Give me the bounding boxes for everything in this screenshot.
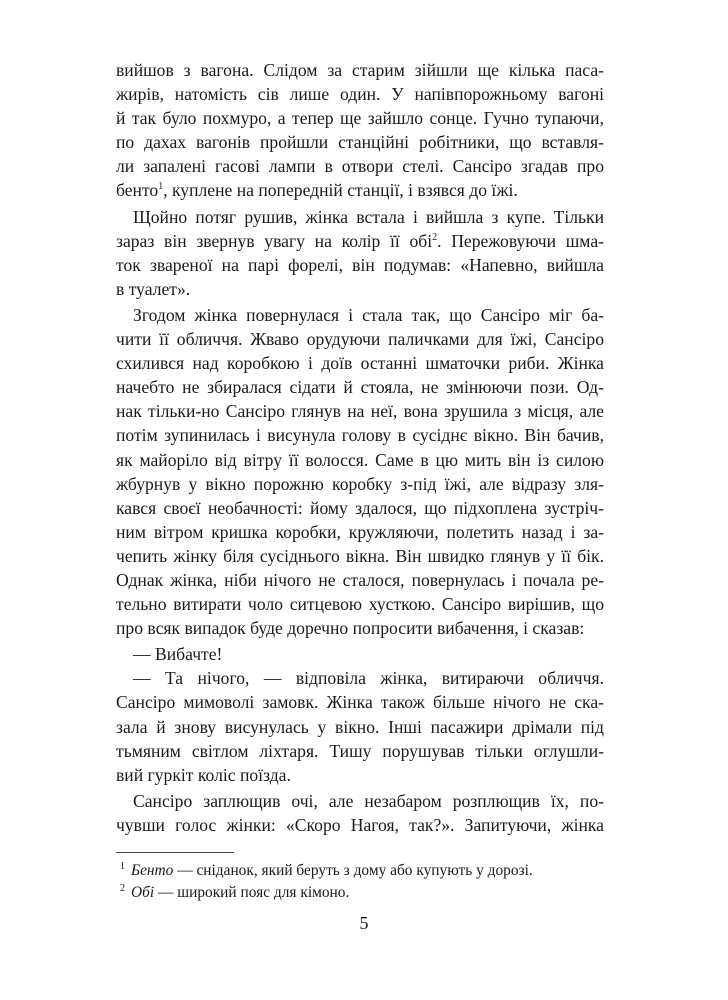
text-line: чувши голос жінки: «Скоро Нагоя, так?». Запитуючи, жінка [116, 814, 604, 835]
text-line: Щойно потяг рушив, жінка встала і вийшла з купе. Тільки [133, 206, 604, 227]
text-line: про всяк випадок буде доречно попросити вибачення, і сказав: [116, 618, 585, 639]
footnote-2 [120, 882, 600, 904]
paragraph-3 [116, 303, 604, 640]
text-line: чити її обличчя. Жваво орудуючи паличками для їжі, Сансіро [116, 329, 604, 350]
text-fragment: . Пережовуючи шма- [437, 230, 604, 251]
footnote-text: — широкий пояс для кімоно. [154, 884, 350, 901]
text-line: схилився над коробкою і доїв останні шматочки риби. Жінка [116, 353, 604, 374]
text-line: по дахах вагонів пройшли станційні робітники, що вставля- [116, 132, 604, 153]
text-line: тьмяним світлом ліхтаря. Тишу порушував тільки оглушли- [116, 740, 604, 761]
text-line: кався своєї необачності: йому здалося, що підхоплена зустріч- [116, 497, 604, 518]
text-line: й так було похмуро, а тепер ще зайшло сонце. Гучно тупаючи, [116, 108, 604, 129]
text-line: Однак жінка, ніби нічого не сталося, повернулась і почала ре- [116, 569, 604, 590]
text-line: чепить жінку біля сусіднього вікна. Він швидко глянув у її бік. [116, 545, 604, 566]
text-line: Сансіро заплющив очі, але незабаром розплющив їх, по- [133, 790, 604, 811]
paragraph-5 [116, 666, 604, 786]
footnote-1 [120, 860, 600, 882]
text-line: вий гуркіт коліс поїзда. [116, 764, 291, 785]
text-fragment: , куплене на попередній станції, і взявся до їжі. [163, 180, 518, 201]
text-line: жбурнув у вікно порожню коробку з-під їжі, але відразу зля- [116, 473, 604, 494]
text-line: жирів, натомість сів лише один. У напівпорожньому вагоні [116, 84, 604, 105]
text-line [116, 229, 604, 253]
text-line: вийшов з вагона. Слідом за старим зійшли ще кілька паса- [116, 60, 604, 80]
footnote-number: 1 [120, 861, 125, 872]
text-line: — Вибачте! [133, 644, 223, 665]
page-number: 5 [359, 913, 369, 933]
main-text [116, 58, 604, 839]
footnote-ref-1: 1 [158, 181, 164, 193]
footnote-ref-2: 2 [432, 231, 438, 243]
text-line: Сансіро мимоволі замовк. Жінка також більше нічого не ска- [116, 692, 604, 713]
text-line: потім зупинилась і висунула голову в сусіднє вікно. Він бачив, [116, 425, 604, 446]
footnote-text: — сніданок, який беруть з дому або купують у дорозі. [173, 862, 533, 879]
footnote-term: Бенто [131, 862, 174, 879]
text-line [116, 178, 604, 202]
paragraph-2 [116, 205, 604, 301]
text-line: Згодом жінка повернулася і стала так, що Сансіро міг ба- [133, 304, 604, 325]
text-line: ли запалені гасові лампи в отвори стелі. Сансіро згадав про [116, 156, 604, 177]
text-line: ток звареної на парі форелі, він подумав: «Напевно, вийшла [116, 254, 604, 275]
paragraph-1 [116, 58, 604, 203]
footnote-term: Обі [131, 884, 155, 901]
text-line: зала й знову висунулась у вікно. Інші пасажири дрімали під [116, 716, 604, 737]
footnote-number: 2 [120, 883, 125, 894]
text-line: як майоріло від вітру її волосся. Саме в цю мить він із силою [116, 449, 604, 470]
text-line: ним вітром кришка коробки, кружляючи, полетить назад і за- [116, 521, 604, 542]
text-fragment: бенто [116, 180, 159, 201]
text-fragment: зараз він звернув увагу на колір її обі [116, 230, 433, 251]
footnote-divider [116, 852, 234, 853]
paragraph-6 [116, 789, 604, 837]
text-line: — Та нічого, — відповіла жінка, витираючи обличчя. [133, 668, 604, 689]
text-line: тельно витирати чоло ситцевою хусткою. Сансіро вирішив, що [116, 594, 604, 615]
text-line: в туалет». [116, 278, 191, 299]
text-line: начебто не збиралася сідати й стояла, не змінюючи пози. Од- [116, 377, 604, 398]
text-line: нак тільки-но Сансіро глянув на неї, вона зрушила з місця, але [116, 401, 604, 422]
footnotes [120, 860, 600, 904]
paragraph-4 [116, 642, 604, 666]
